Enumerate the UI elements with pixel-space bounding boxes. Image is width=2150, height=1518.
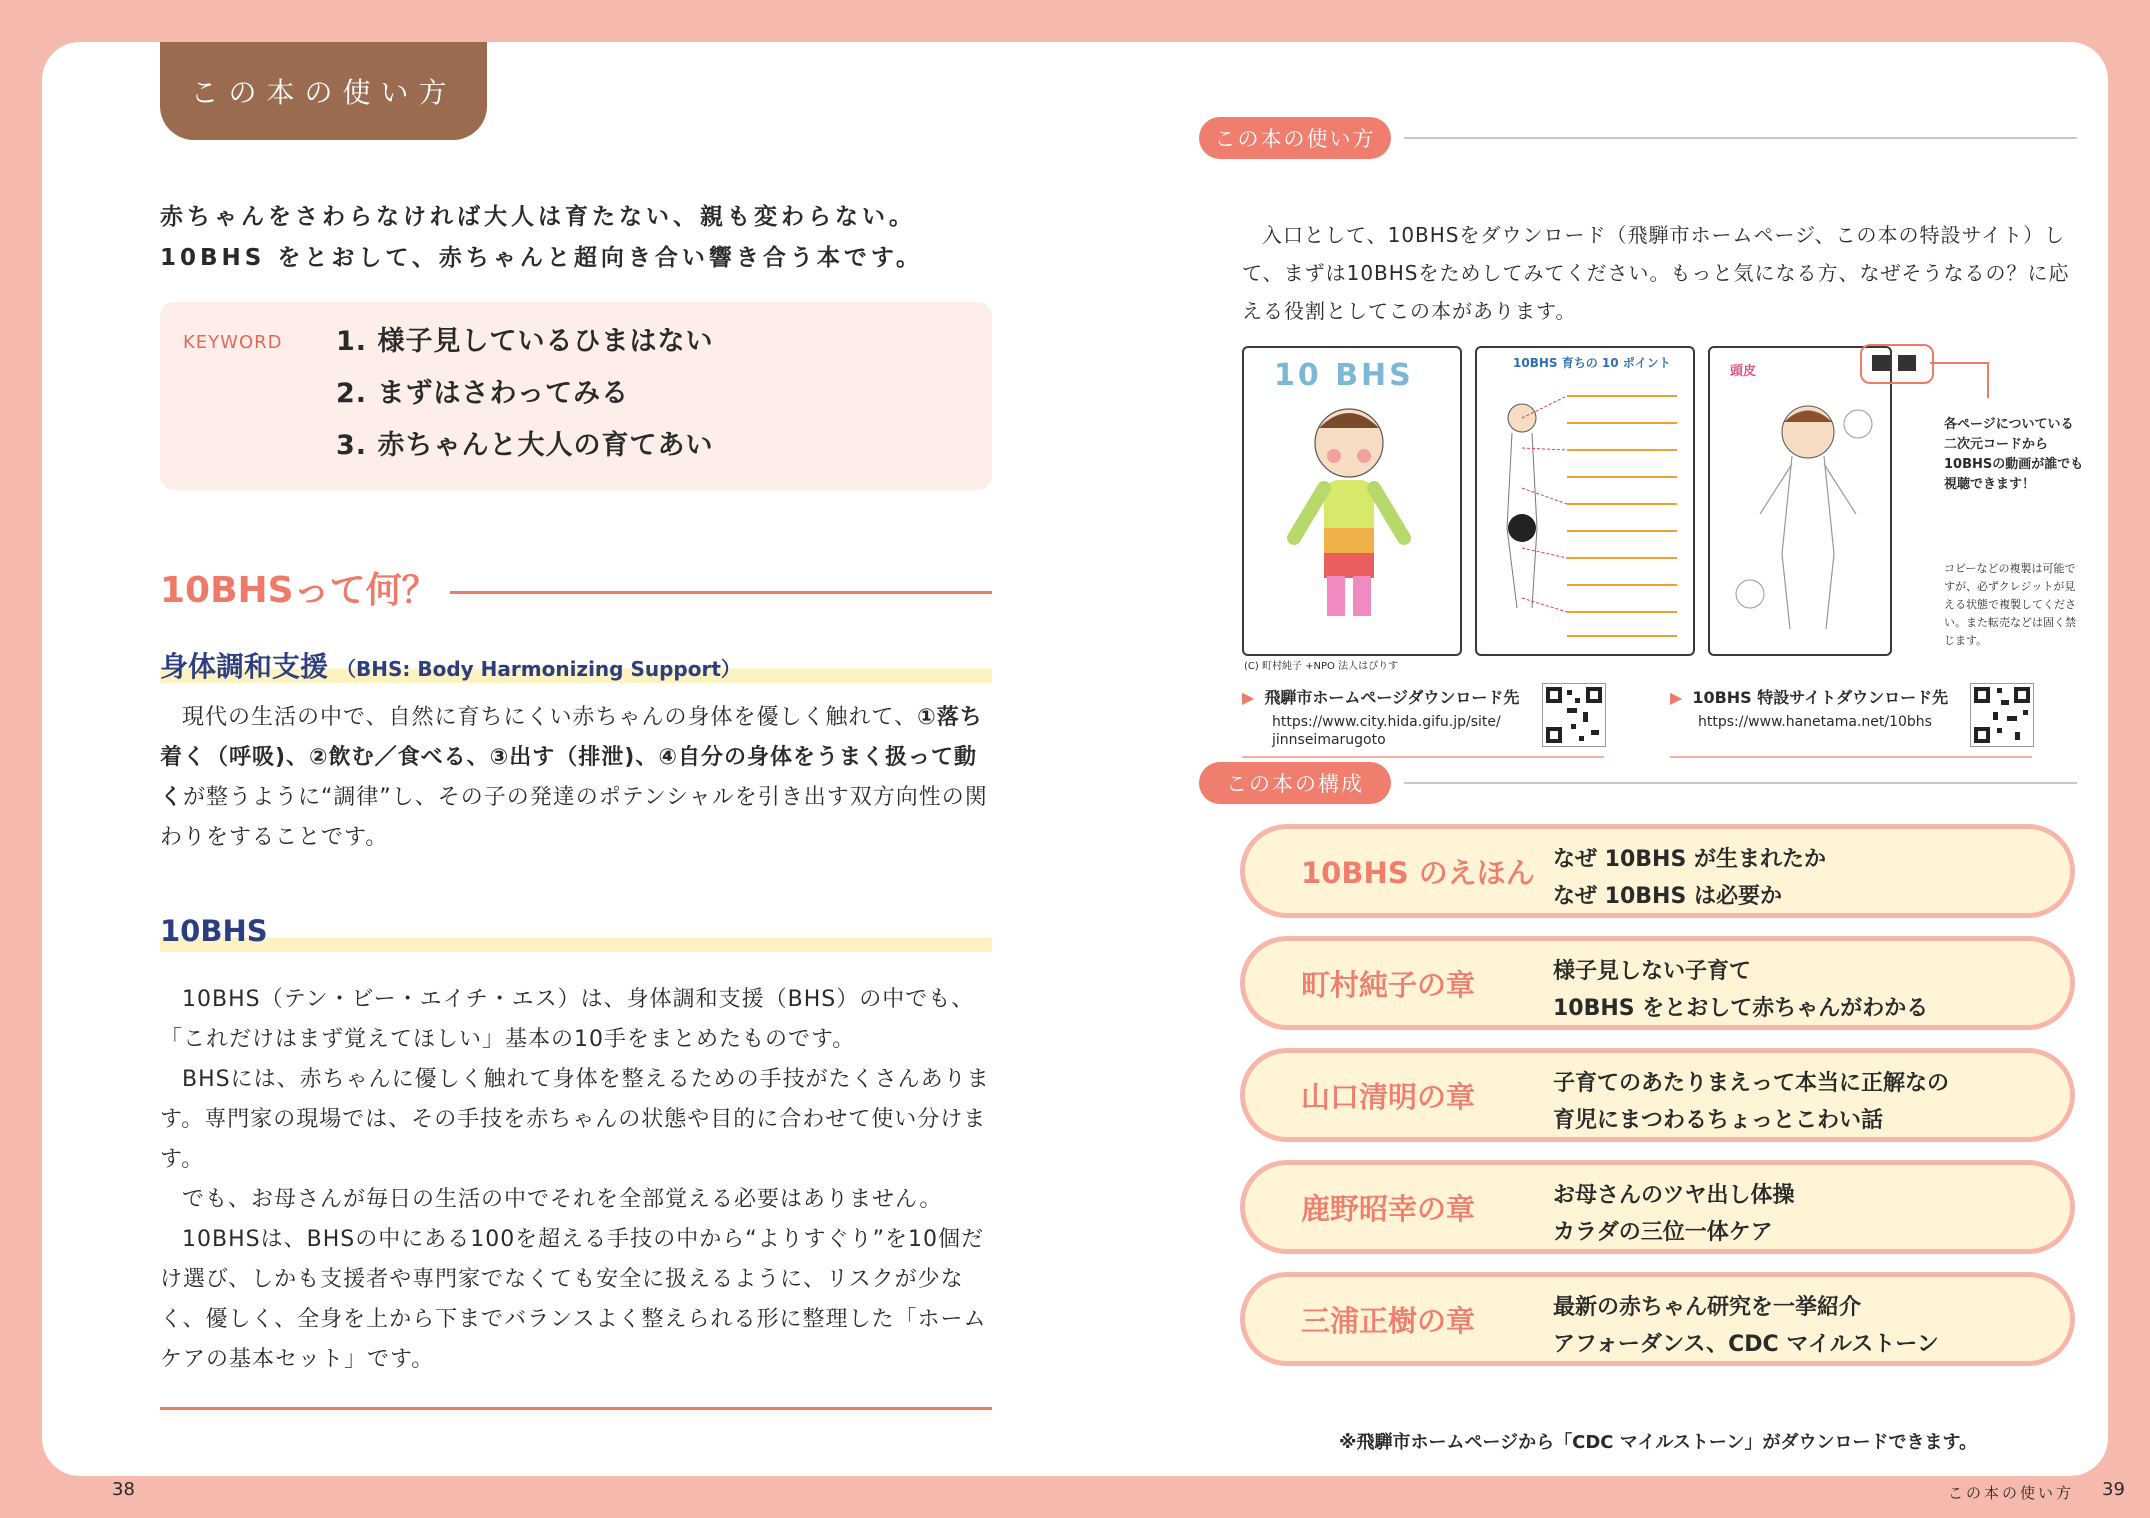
download-hida-url[interactable] <box>1272 713 1501 749</box>
download-site-url[interactable]: https://www.hanetama.net/10bhs <box>1698 714 1932 730</box>
chapter-miura <box>1240 1272 2075 1366</box>
baby-outline-icon <box>1720 384 1880 646</box>
card-10bhs-cover <box>1242 346 1462 656</box>
card-10-points <box>1475 346 1695 656</box>
card-title: 10BHS 育ちの 10 ポイント <box>1513 356 1671 370</box>
keyword-label: KEYWORD <box>183 332 283 353</box>
chapter-line: 育児にまつわるちょっとこわい話 <box>1553 1108 1884 1133</box>
chapter-desc <box>1553 841 1826 915</box>
subheading-title: 10BHS <box>160 914 268 948</box>
download-underline <box>1670 756 2032 758</box>
download-hida-title <box>1242 685 1519 708</box>
header-tab: この本の使い方 <box>160 42 487 140</box>
download-title: 飛騨市ホームページダウンロード先 <box>1264 688 1520 707</box>
card-title: 10 BHS <box>1274 358 1414 393</box>
chapter-line: 子育てのあたりまえって本当に正解なの <box>1553 1071 1950 1096</box>
section-title: 10BHSって何？ <box>160 570 438 611</box>
credit: (C) 町村純子 +NPO 法人はぴりす <box>1244 661 1399 672</box>
qr-code-icon <box>1543 684 1605 746</box>
download-underline <box>1242 756 1604 758</box>
chapter-line: 様子見しない子育て <box>1553 959 1752 984</box>
chapter-line: なぜ 10BHS が生まれたか <box>1553 847 1826 872</box>
section-divider <box>450 591 992 594</box>
url-line[interactable]: jinnseimarugoto <box>1272 732 1386 748</box>
subheading-suffix: （BHS: Body Harmonizing Support） <box>336 657 741 681</box>
footnote: ※飛騨市ホームページから「CDC マイルストーン」がダウンロードできます。 <box>1339 1432 1978 1453</box>
chapter-line: 最新の赤ちゃん研究を一挙紹介 <box>1553 1295 1862 1320</box>
qr-pointer-line <box>1987 362 1989 398</box>
chapter-machimura <box>1240 936 2075 1030</box>
qr-note: 各ページについている二次元コードから10BHSの動画が誰でも視聴できます！ <box>1944 417 2084 492</box>
qr-highlight <box>1860 344 1934 384</box>
10bhs-paragraphs <box>160 980 1000 1380</box>
keyword-list <box>336 316 713 472</box>
lead-line: 赤ちゃんをさわらなければ大人は育たない、親も変わらない。 <box>160 204 916 230</box>
chapter-yamaguchi <box>1240 1048 2075 1142</box>
chapter-line: カラダの三位一体ケア <box>1553 1220 1773 1245</box>
chapter-name: 山口清明の章 <box>1301 1079 1476 1114</box>
chapter-name: 三浦正樹の章 <box>1301 1303 1476 1338</box>
chapter-line: なぜ 10BHS は必要か <box>1553 884 1782 909</box>
paragraph-bold: ①落ち着く（呼吸)、②飲む／食べる、③出す（排泄)、④自分の身体をうまく扱って動く <box>160 705 983 810</box>
bhs-paragraph <box>160 698 996 858</box>
paragraph: BHSには、赤ちゃんに優しく触れて身体を整えるための手技がたくさんあります。専門家の現場では、その手技を赤ちゃんの状態や目的に合わせて使い分けます。 <box>160 1067 990 1172</box>
subheading-title: 身体調和支援 <box>160 650 329 683</box>
baby-illustration-icon <box>1279 388 1419 643</box>
paragraph: でも、お母さんが毎日の生活の中でそれを全部覚える必要はありません。 <box>182 1187 943 1212</box>
keyword-item: 2. まずはさわってみる <box>336 378 630 409</box>
howto-rule <box>1404 137 2077 139</box>
chapter-name: 町村純子の章 <box>1301 967 1476 1002</box>
play-arrow-icon: ▶ <box>1670 688 1683 707</box>
chapter-line: お母さんのツヤ出し体操 <box>1553 1183 1795 1208</box>
download-title: 10BHS 特設サイトダウンロード先 <box>1692 688 1949 707</box>
lead-text <box>160 197 923 279</box>
qr-code-hida[interactable] <box>1542 683 1606 747</box>
chapter-desc <box>1553 1289 1939 1363</box>
footer-title: この本の使い方 <box>1948 1484 2075 1502</box>
qr-code-site[interactable] <box>1970 683 2034 747</box>
keyword-item: 3. 赤ちゃんと大人の育てあい <box>336 430 714 461</box>
subheading-10bhs <box>160 914 992 952</box>
card-title: 頭皮 <box>1730 364 1757 379</box>
paragraph: 入口として、10BHSをダウンロード（飛騨市ホームページ、この本の特設サイト）して、まずは10BHSをためしてみてください。もっと気になる方、なぜそうなるの？に応える役割としてこの本があります。 <box>1242 223 2070 323</box>
chapter-desc <box>1553 1177 1795 1251</box>
paragraph: 10BHSは、BHSの中にある100を超える手技の中から“よりすぐり”を10個だけ選び、しかも支援者や専門家でなくても安全に扱えるように、リスクが少なく、優しく、全身を上から下までバランスよく整えられる形に整理した「ホームケアの基本セット」です。 <box>160 1227 987 1372</box>
chapter-line: 10BHS をとおして赤ちゃんがわかる <box>1553 996 1929 1021</box>
qr-pointer-line <box>1930 362 1988 364</box>
download-site-title <box>1670 685 1948 708</box>
structure-rule <box>1404 782 2077 784</box>
page-number-left: 38 <box>112 1479 135 1500</box>
lead-line: 10BHS をとおして、赤ちゃんと超向き合い響き合う本です。 <box>160 245 924 271</box>
qr-mini-icon <box>1898 355 1916 371</box>
paragraph: 10BHS（テン・ビー・エイチ・エス）は、身体調和支援（BHS）の中でも、「これだけはまず覚えてほしい」基本の10手をまとめたものです。 <box>160 987 975 1052</box>
qr-mini-icon <box>1872 355 1890 371</box>
copy-note: コピーなどの複製は可能ですが、必ずクレジットが見える状態で複製してください。また転売などは固く禁じます。 <box>1944 562 2076 647</box>
chapter-ehon <box>1240 824 2075 918</box>
points-list-icon <box>1487 378 1683 646</box>
structure-pill: この本の構成 <box>1199 762 1391 804</box>
chapter-line: アフォーダンス、CDC マイルストーン <box>1553 1332 1939 1357</box>
keyword-box <box>160 302 992 490</box>
subheading-bhs <box>160 645 992 683</box>
qr-code-icon <box>1971 684 2033 746</box>
chapter-name: 鹿野昭幸の章 <box>1301 1191 1476 1226</box>
url-line[interactable]: https://www.city.hida.gifu.jp/site/ <box>1272 714 1501 730</box>
chapter-kano <box>1240 1160 2075 1254</box>
chapter-name: 10BHS のえほん <box>1301 855 1535 890</box>
howto-paragraph <box>1242 216 2082 330</box>
paragraph-text: 現代の生活の中で、自然に育ちにくい赤ちゃんの身体を優しく触れて、 <box>182 705 918 730</box>
howto-pill: この本の使い方 <box>1199 117 1391 159</box>
card-scalp <box>1708 346 1892 656</box>
play-arrow-icon: ▶ <box>1242 688 1255 707</box>
chapter-desc <box>1553 953 1928 1027</box>
bottom-divider <box>160 1407 992 1410</box>
page-number-right: 39 <box>2102 1479 2125 1500</box>
paragraph-text: が整うように“調律”し、その子の発達のポテンシャルを引き出す双方向性の関わりをすることです。 <box>160 785 988 850</box>
book-spread <box>42 42 2125 1502</box>
chapter-desc <box>1553 1065 1949 1139</box>
keyword-item: 1. 様子見しているひまはない <box>336 326 714 357</box>
